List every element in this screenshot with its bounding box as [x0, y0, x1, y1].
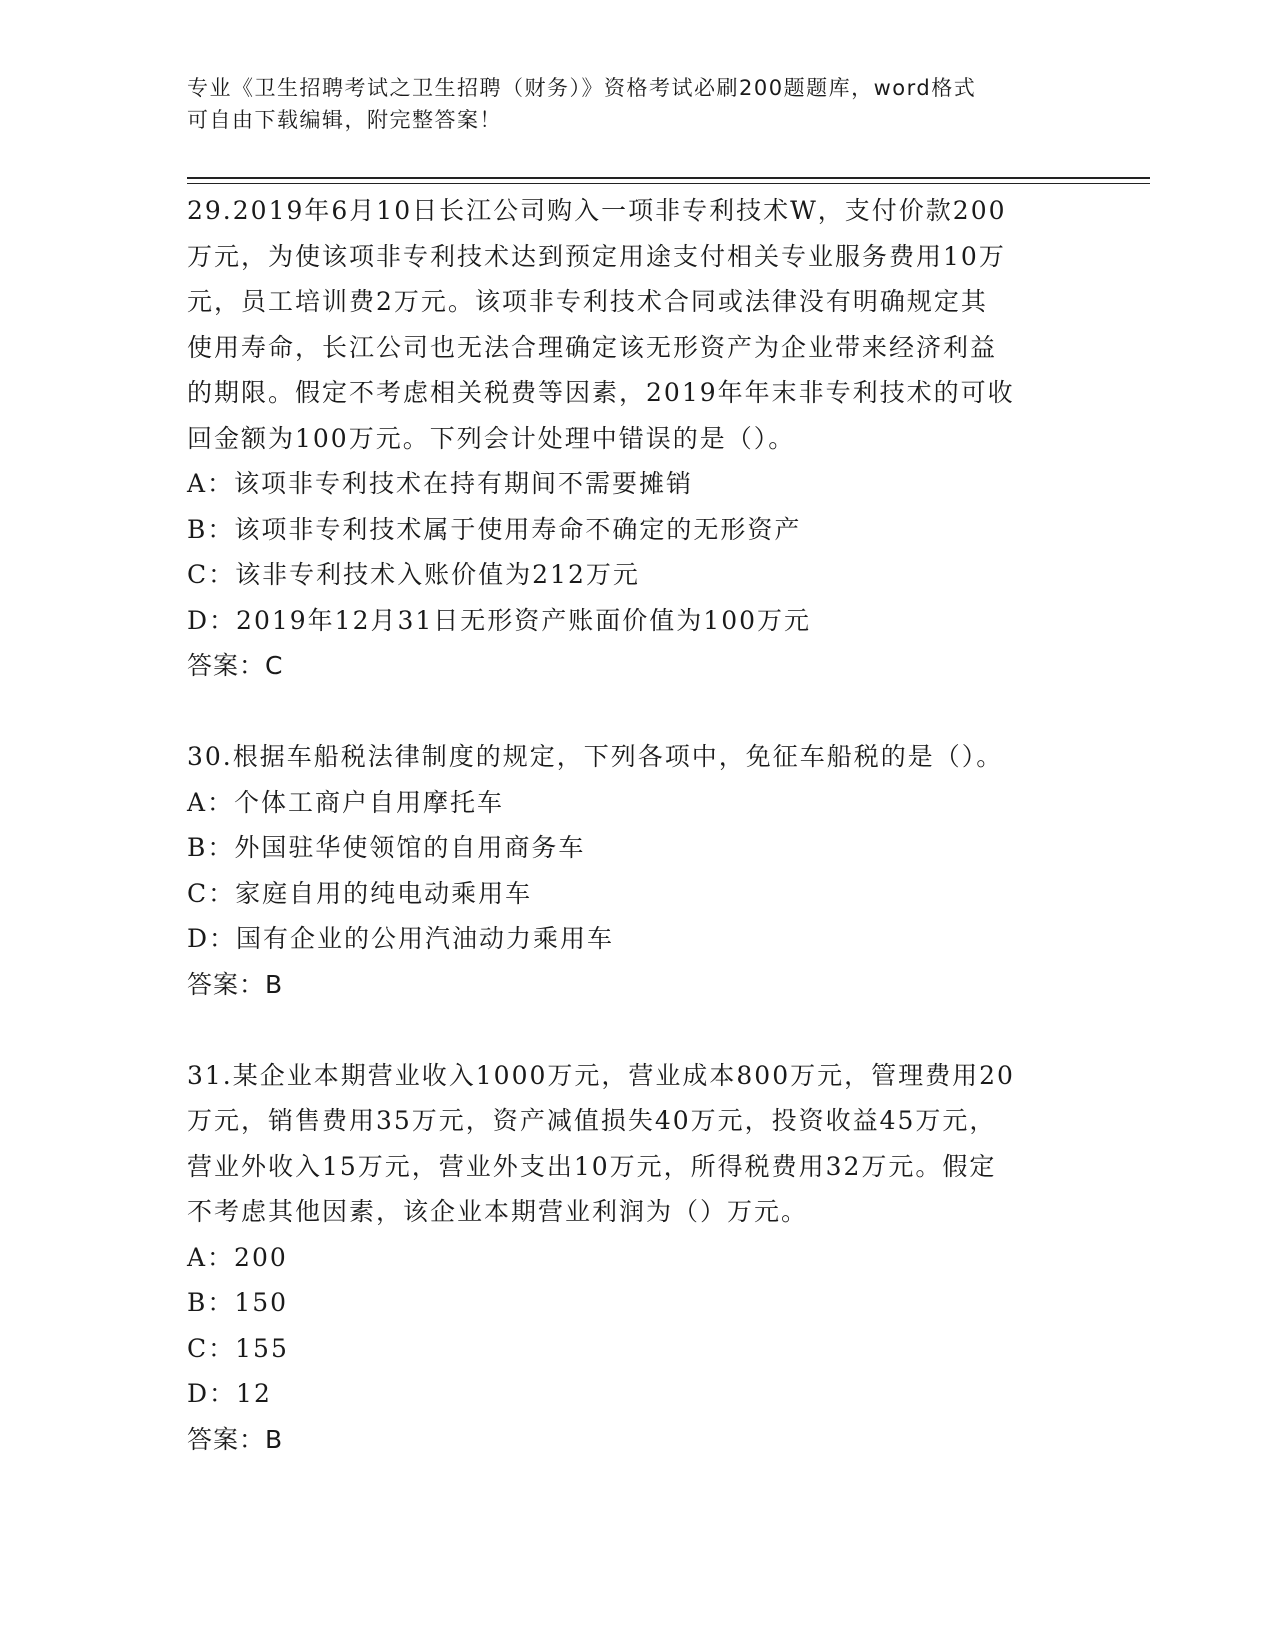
question-stem-line: 万元，销售费用35万元，资产减值损失40万元，投资收益45万元， — [187, 1106, 997, 1135]
question-stem-line: 31.某企业本期营业收入1000万元，营业成本800万元，管理费用20 — [187, 1060, 1015, 1090]
option-b: B：外国驻华使领馆的自用商务车 — [187, 833, 586, 862]
question-stem-line: 回金额为100万元。下列会计处理中错误的是（）。 — [187, 423, 796, 453]
header-divider-thick — [187, 177, 1150, 179]
question-list — [187, 188, 1087, 1462]
question-spacer — [187, 1007, 1087, 1053]
option-b: B：该项非专利技术属于使用寿命不确定的无形资产 — [187, 514, 802, 544]
question-stem-line: 使用寿命，长江公司也无法合理确定该无形资产为企业带来经济利益 — [187, 332, 998, 362]
option-c: C：155 — [187, 1333, 289, 1363]
header-line-2: 可自由下载编辑，附完整答案！ — [187, 108, 502, 132]
option-a: A：200 — [187, 1242, 288, 1272]
question-spacer — [187, 689, 1087, 735]
answer-line: 答案：B — [187, 969, 284, 999]
question-block — [187, 188, 1087, 689]
option-a: A：个体工商户自用摩托车 — [187, 787, 505, 817]
question-block — [187, 734, 1087, 1007]
question-stem-line: 的期限。假定不考虑相关税费等因素，2019年年末非专利技术的可收 — [187, 378, 1015, 407]
answer-line: 答案：B — [187, 1424, 284, 1454]
option-d: D：2019年12月31日无形资产账面价值为100万元 — [187, 605, 812, 635]
question-stem-line: 29.2019年6月10日长江公司购入一项非专利技术W，支付价款200 — [187, 196, 1007, 225]
question-stem-line: 不考虑其他因素，该企业本期营业利润为（）万元。 — [187, 1197, 809, 1226]
option-a: A：该项非专利技术在持有期间不需要摊销 — [187, 469, 694, 498]
header-divider-thin — [187, 183, 1150, 184]
document-header — [187, 72, 1067, 136]
option-c: C：家庭自用的纯电动乘用车 — [187, 878, 533, 908]
question-stem-line: 营业外收入15万元，营业外支出10万元，所得税费用32万元。假定 — [187, 1151, 997, 1181]
option-b: B：150 — [187, 1288, 289, 1317]
option-d: D：国有企业的公用汽油动力乘用车 — [187, 924, 615, 953]
question-stem-line: 30.根据车船税法律制度的规定，下列各项中，免征车船税的是（）。 — [187, 742, 1004, 771]
answer-line: 答案：C — [187, 651, 284, 680]
question-block — [187, 1053, 1087, 1463]
header-line-1: 专业《卫生招聘考试之卫生招聘（财务）》资格考试必刷200题题库，word格式 — [187, 76, 977, 100]
option-c: C：该非专利技术入账价值为212万元 — [187, 560, 640, 589]
option-d: D：12 — [187, 1379, 272, 1408]
question-stem-line: 元，员工培训费2万元。该项非专利技术合同或法律没有明确规定其 — [187, 287, 988, 316]
question-stem-line: 万元，为使该项非专利技术达到预定用途支付相关专业服务费用10万 — [187, 241, 1006, 271]
